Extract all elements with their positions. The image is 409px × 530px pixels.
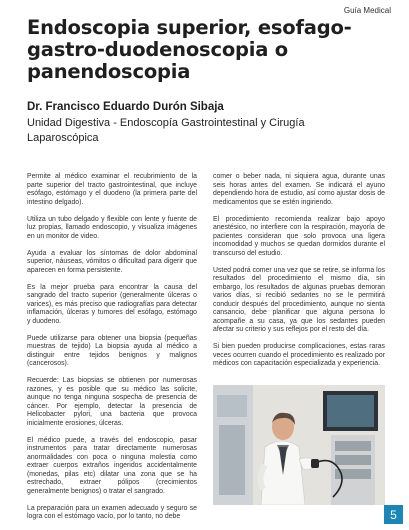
paragraph: El procedimiento recomienda realizar bajo apoyo anestésico, no interfiere con la respiración, mayoría de pacientes consideran que solo provoca una ligera incomodidad y muchos se quedan dormidos durante el transcurso del estudio. [213, 215, 385, 257]
paragraph: Si bien pueden producirse complicaciones, estas raras veces ocurren cuando el procedimiento es realizado por médicos con capacitación especializada y experiencia. [213, 343, 385, 367]
paragraph: La preparación para un examen adecuado y seguro se logra con el estómago vacío, por lo tanto, no debe [27, 504, 197, 520]
paragraph: Usted podrá comer una vez que se retire, se informa los resultados del procedimiento el mismo día, sin embargo, los resultados de algunas pruebas demoran varios días, si recibió sedantes no se le permitirá conducir después del procedimiento, aunque no sienta cansancio, debe planificar que alguna persona lo acompañe a su casa, ya que los sedantes pueden afectar su criterio y sus reflejos por el resto del día. [213, 266, 385, 333]
author-affiliation: Unidad Digestiva - Endoscopía Gastrointestinal y Cirugía Laparoscópica [27, 117, 305, 144]
paragraph: Utiliza un tubo delgado y flexible con lente y fuente de luz propias, llamado endoscopio, y visualiza imágenes en un monitor de video. [27, 215, 197, 240]
right-column [213, 173, 385, 377]
paragraph: Puede utilizarse para obtener una biopsia (pequeñas muestras de tejido) La biopsia ayuda al médico a distinguir entre tejidos benignos y malignos (cancerosos). [27, 334, 197, 367]
paragraph: comer o beber nada, ni siquiera agua, durante unas seis horas antes del examen. Se indicará el ayuno dependiendo hora de estudio, así como ajustar dosis de medicamentos que se estén ingiriendo. [213, 173, 385, 206]
page-number-badge: 5 [384, 505, 403, 524]
section-label: Guía Medical [343, 6, 391, 15]
left-column [27, 173, 197, 530]
paragraph: Permite al médico examinar el recubrimiento de la parte superior del tracto gastrointestinal, que incluye esófago, estómago y el duodeno (la primera parte del intestino delgado). [27, 173, 197, 206]
author-name: Dr. Francisco Eduardo Durón Sibaja [27, 101, 224, 113]
paragraph: El médico puede, a través del endoscopio, pasar instrumentos para tratar directamente numerosas anormalidades con poca o ninguna molestia como extraer cuerpos extraños ingeridos accidentalmente (monedas, pilas etc) dilatar una zona que se ha estrechado, extraer pólipos (crecimientos generalmente benignos) o tratar el sangrado. [27, 436, 197, 495]
paragraph: Es la mejor prueba para encontrar la causa del sangrado del tracto superior (generalmente úlceras o varices), es más preciso que radiografías para detectar inflamación, úlceras y tumores del esófago, estómago y duodeno. [27, 283, 197, 325]
paragraph: Recuerde: Las biopsias se obtienen por numerosas razones, y es posible que su médico las solicite, aunque no tenga ninguna sospecha de presencia de cáncer. Por ejemplo, detectar la presencia de Helicobacter pylori, una bacteria que provoca inicialmente erosiones, úlceras. [27, 377, 197, 427]
doctor-photo [213, 385, 385, 505]
doctor-photo-illustration [213, 385, 385, 505]
paragraph: Ayuda a evaluar los síntomas de dolor abdominal superior, náuseas, vómitos o dificultad para digerir que aparecen en forma persistente. [27, 249, 197, 274]
article-title: Endoscopia superior, esofago-gastro-duodenoscopia o panendoscopia [27, 16, 352, 83]
